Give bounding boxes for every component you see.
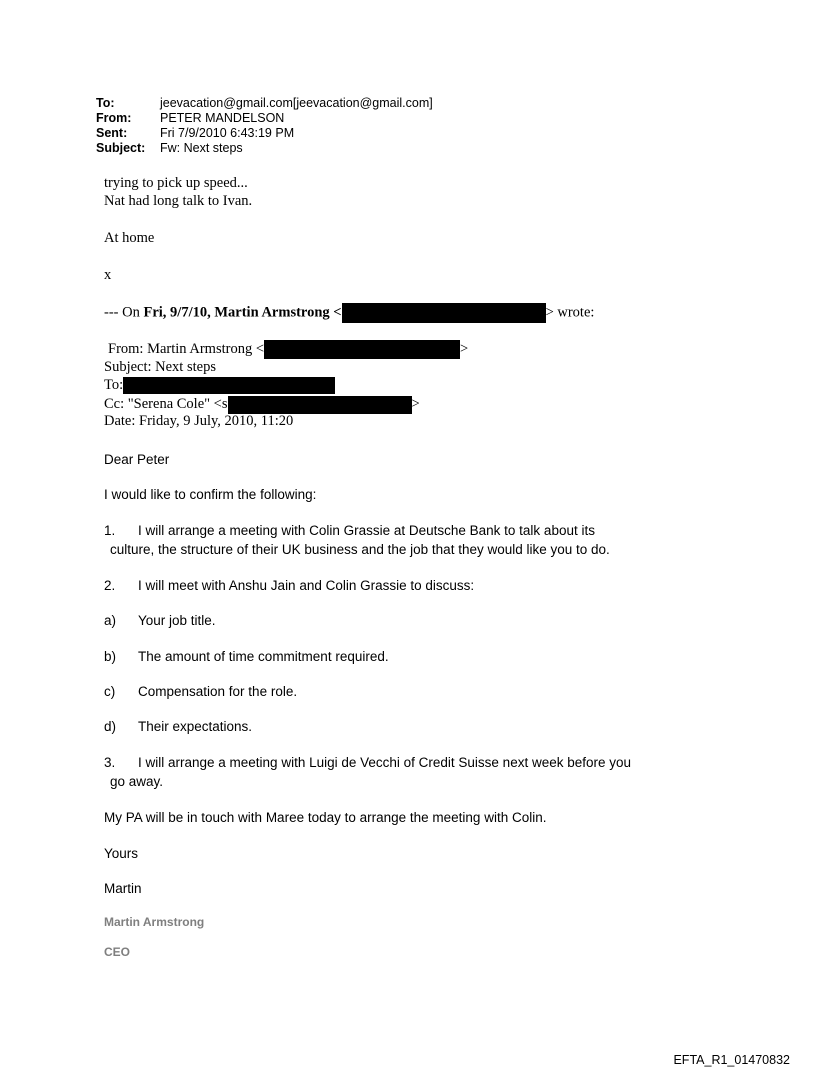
list-text: I will arrange a meeting with Colin Grassie at Deutsche Bank to talk about its <box>138 523 595 538</box>
greeting: Dear Peter <box>104 452 170 467</box>
list-number: 1. <box>104 523 116 538</box>
forward-subject: Subject: Next steps <box>104 359 216 375</box>
from-value: PETER MANDELSON <box>160 111 285 125</box>
reply-line-3: At home <box>104 230 155 246</box>
signature-name: Martin Armstrong <box>104 915 205 929</box>
to-label: To: <box>96 96 115 110</box>
redaction-block <box>342 303 546 323</box>
sub-text: The amount of time commitment required. <box>138 649 389 664</box>
forward-date: Date: Friday, 9 July, 2010, 11:20 <box>104 413 294 429</box>
sub-text: Compensation for the role. <box>138 684 298 699</box>
forward-from <box>108 340 468 359</box>
sub-text: Your job title. <box>138 613 216 628</box>
quote-prefix: --- On <box>104 304 144 321</box>
redaction-block <box>228 396 412 414</box>
sub-item-a <box>104 611 216 630</box>
list-item-1-line-1 <box>104 521 595 540</box>
sub-text: Their expectations. <box>138 719 253 734</box>
from-row <box>96 111 433 126</box>
sub-label: b) <box>104 649 117 664</box>
subject-value: Fw: Next steps <box>160 141 243 155</box>
from-label: From: <box>96 111 132 125</box>
email-header <box>96 96 433 156</box>
list-item-3-line-2: go away. <box>110 774 164 789</box>
sent-label: Sent: <box>96 126 128 140</box>
reply-line-2: Nat had long talk to Ivan. <box>104 193 253 209</box>
forward-from-text: From: Martin Armstrong < <box>108 341 264 357</box>
sub-item-b <box>104 647 389 666</box>
pa-note: My PA will be in touch with Maree today to arrange the meeting with Colin. <box>104 810 547 825</box>
sub-label: a) <box>104 613 117 628</box>
subject-label: Subject: <box>96 141 146 155</box>
reply-line-1: trying to pick up speed... <box>104 175 248 191</box>
list-item-3-line-1 <box>104 753 631 772</box>
sent-row <box>96 126 433 141</box>
forward-cc-end: > <box>411 396 420 412</box>
list-number: 2. <box>104 578 116 593</box>
list-text: I will meet with Anshu Jain and Colin Grassie to discuss: <box>138 578 475 593</box>
redaction-block <box>123 377 335 394</box>
forward-cc-text: Cc: "Serena Cole" <s <box>104 396 228 412</box>
list-number: 3. <box>104 755 116 770</box>
sub-item-c <box>104 682 297 701</box>
sub-label: d) <box>104 719 117 734</box>
forward-to <box>104 376 335 394</box>
sender-name: Martin <box>104 881 142 896</box>
list-item-2 <box>104 576 474 595</box>
to-row <box>96 96 433 111</box>
forward-to-label: To: <box>104 377 124 393</box>
sent-value: Fri 7/9/2010 6:43:19 PM <box>160 126 295 140</box>
subject-row <box>96 141 433 156</box>
sub-item-d <box>104 717 252 736</box>
quote-header <box>104 303 594 323</box>
intro: I would like to confirm the following: <box>104 487 317 502</box>
closing: Yours <box>104 846 139 861</box>
list-item-1-line-2: culture, the structure of their UK business and the job that they would like you to do. <box>110 542 610 557</box>
to-value: jeevacation@gmail.com[jeevacation@gmail.com] <box>160 96 433 110</box>
list-text: I will arrange a meeting with Luigi de Vecchi of Credit Suisse next week before you <box>138 755 632 770</box>
signature-title: CEO <box>104 945 131 959</box>
document-id: EFTA_R1_01470832 <box>673 1053 790 1067</box>
reply-line-4: x <box>104 267 112 283</box>
quote-bold: Fri, 9/7/10, Martin Armstrong < <box>143 304 342 321</box>
sub-label: c) <box>104 684 116 699</box>
forward-from-end: > <box>460 341 469 357</box>
forward-cc <box>104 395 420 414</box>
quote-suffix: > wrote: <box>545 304 595 321</box>
redaction-block <box>264 340 460 359</box>
